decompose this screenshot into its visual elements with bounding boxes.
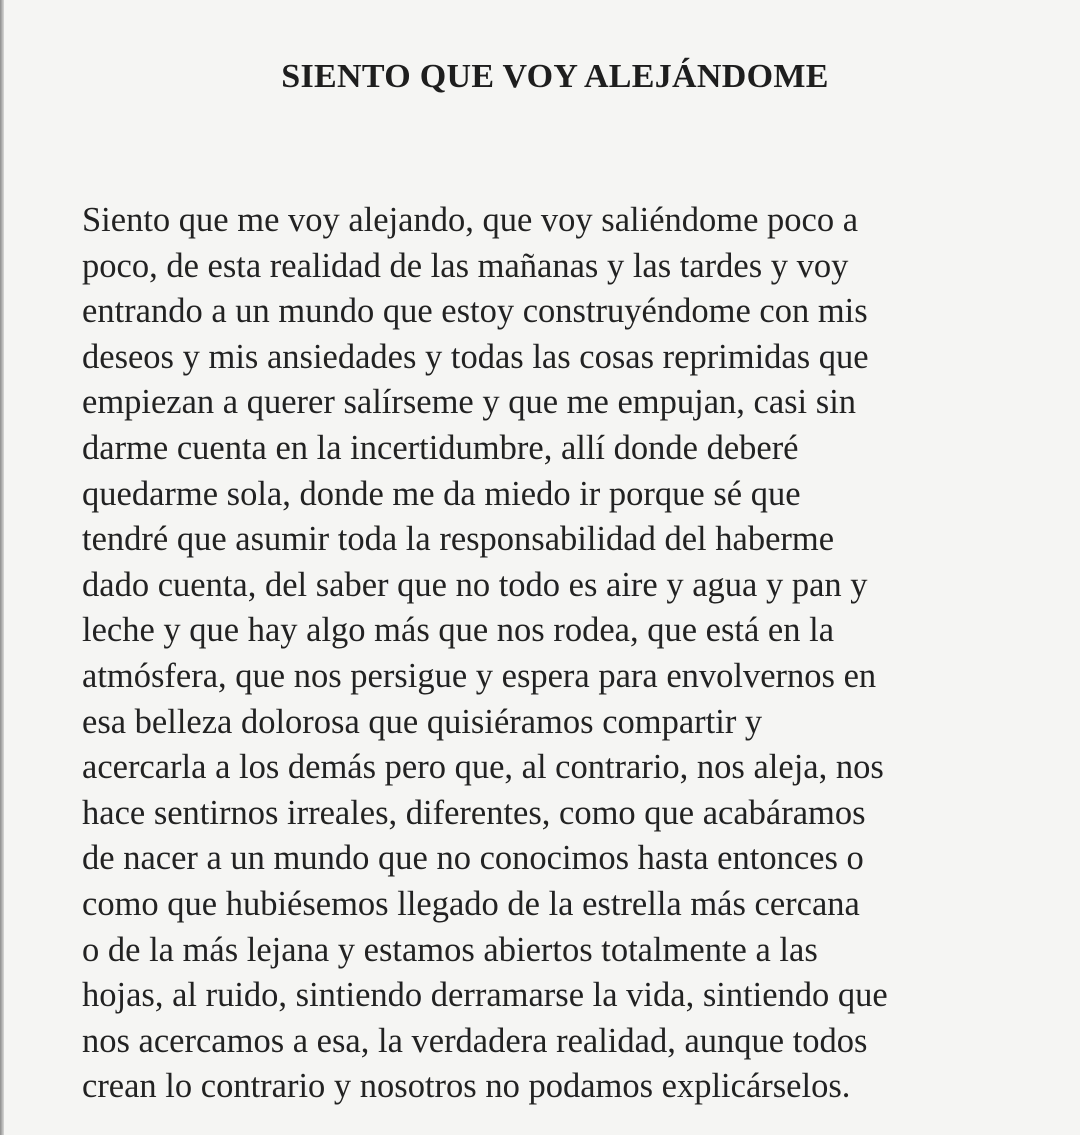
text-line: acercarla a los demás pero que, al contrario, nos aleja, nos	[82, 748, 884, 787]
page-edge-shadow	[0, 0, 4, 1135]
text-line: como que hubiésemos llegado de la estrella más cercana	[82, 884, 860, 923]
text-line: nos acercamos a esa, la verdadera realidad, aunque todos	[82, 1021, 868, 1060]
text-line: poco, de esta realidad de las mañanas y las tardes y voy	[82, 246, 849, 285]
text-line: hojas, al ruido, sintiendo derramarse la vida, sintiendo que	[82, 976, 888, 1015]
poem-body	[82, 198, 1002, 1110]
page-title: SIENTO QUE VOY ALEJÁNDOME	[281, 58, 829, 95]
text-line: empiezan a querer salírseme y que me empujan, casi sin	[82, 383, 857, 422]
text-line: o de la más lejana y estamos abiertos totalmente a las	[82, 930, 818, 969]
text-line: deseos y mis ansiedades y todas las cosas reprimidas que	[82, 337, 869, 376]
text-line: dado cuenta, del saber que no todo es aire y agua y pan y	[82, 565, 868, 604]
text-line: quedarme sola, donde me da miedo ir porque sé que	[82, 474, 801, 513]
text-line: Siento que me voy alejando, que voy saliéndome poco a	[82, 201, 859, 239]
text-line: hace sentirnos irreales, diferentes, como que acabáramos	[82, 793, 866, 832]
text-line: leche y que hay algo más que nos rodea, que está en la	[82, 611, 835, 650]
text-line: entrando a un mundo que estoy construyéndome con mis	[82, 292, 868, 331]
text-line: esa belleza dolorosa que quisiéramos compartir y	[82, 702, 763, 741]
text-line: de nacer a un mundo que no conocimos hasta entonces o	[82, 839, 864, 878]
text-line: tendré que asumir toda la responsabilidad del haberme	[82, 520, 835, 559]
text-line: darme cuenta en la incertidumbre, allí donde deberé	[82, 428, 799, 467]
text-line: crean lo contrario y nosotros no podamos explicárselos.	[82, 1067, 851, 1106]
text-line: atmósfera, que nos persigue y espera para envolvernos en	[82, 656, 877, 695]
